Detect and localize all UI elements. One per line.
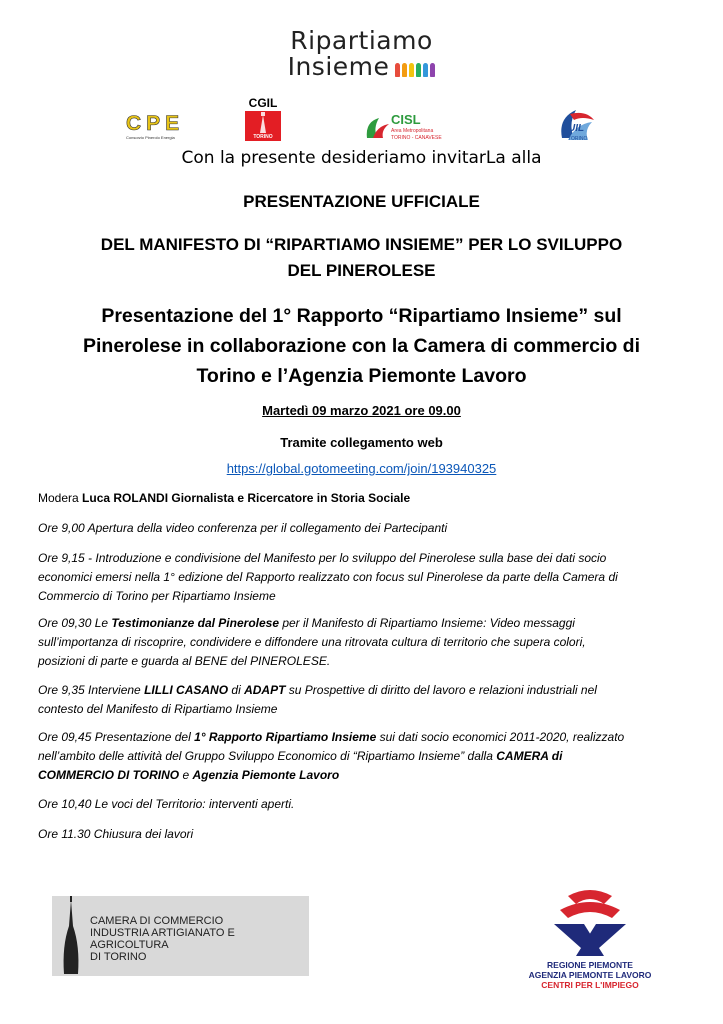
regione-line1: REGIONE PIEMONTE [547, 960, 633, 970]
web-label: Tramite collegamento web [280, 435, 443, 450]
program-item-3-line3: posizioni di parte e guarda al BENE del PINEROLESE. [38, 654, 331, 668]
cpe-letters: CPE [126, 112, 185, 135]
regione-line2: AGENZIA PIEMONTE LAVORO [528, 970, 652, 980]
meeting-link-anchor[interactable]: https://global.gotomeeting.com/join/193940325 [226, 461, 497, 476]
cgil-city: TORINO [253, 134, 273, 140]
program-item-1: Ore 9,00 Apertura della video conferenza per il collegamento dei Partecipanti [38, 521, 448, 535]
p5-l2-a: nell’ambito delle attività del Gruppo Sviluppo Economico di “Ripartiamo Insieme” dalla [38, 749, 497, 763]
p4-c: di [228, 683, 245, 697]
event-date: Martedì 09 marzo 2021 ore 09.00 [262, 403, 461, 418]
program-item-5 [38, 728, 698, 785]
heading-rapporto-line3: Torino e l’Agenzia Piemonte Lavoro [196, 365, 527, 387]
p5-l3-b: e [179, 768, 193, 782]
heading-manifesto-line1: DEL MANIFESTO DI “RIPARTIAMO INSIEME” PER LO SVILUPPO [100, 235, 623, 254]
cisl-sub1: Area Metropolitana [391, 128, 434, 134]
p5-c: sui dati socio economici 2011-2020, realizzato [376, 730, 625, 744]
p3-a: Ore 09,30 Le [38, 616, 112, 630]
p4-e: su Prospettive di diritto del lavoro e relazioni industriali nel [285, 683, 597, 697]
intro-text: Con la presente desideriamo invitarLa alla [181, 148, 542, 168]
program-item-2 [38, 549, 698, 606]
logo-text-line2: Insieme [287, 52, 390, 81]
p5-l3-c: Agenzia Piemonte Lavoro [192, 768, 340, 782]
moderator-name: Luca ROLANDI Giornalista e Ricercatore in Storia Sociale [82, 491, 411, 505]
regione-piemonte-logo [520, 884, 660, 1002]
regione-line3: CENTRI PER L'IMPIEGO [541, 980, 639, 990]
program-item-2-line2: economici emersi nella 1° edizione del Rapporto realizzato con focus sul Pinerolese da parte della Camera di [38, 570, 618, 584]
program-item-5-line3 [38, 766, 698, 785]
heading-manifesto-line2: DEL PINEROLESE [287, 261, 436, 280]
camera-line3: DI TORINO [90, 951, 147, 963]
cgil-logo [244, 97, 282, 144]
program-item-4 [38, 681, 698, 719]
p4-a: Ore 9,35 Interviene [38, 683, 145, 697]
cpe-subtitle: Consorzio Pinerolo Energia [126, 135, 175, 140]
heading-presentazione: PRESENTAZIONE UFFICIALE [243, 192, 480, 211]
program-item-4-line1 [38, 681, 698, 700]
program-item-2-line3: Commercio di Torino per Ripartiamo Insieme [38, 589, 276, 603]
cisl-sub2: TORINO - CANAVESE [391, 135, 442, 141]
cisl-logo [363, 110, 451, 146]
mole-silhouette-icon [54, 896, 88, 976]
regione-text [520, 960, 660, 990]
cpe-logo [126, 113, 189, 143]
moderator-prefix: Modera [38, 491, 83, 505]
uil-logo [556, 106, 598, 146]
program-item-7: Ore 11.30 Chiusura dei lavori [38, 827, 194, 841]
meeting-link [0, 461, 723, 476]
program-item-6: Ore 10,40 Le voci del Territorio: interventi aperti. [38, 797, 295, 811]
program-item-3-line2: sull’importanza di riscoprire, condividere e diffondere una ritrovata cultura di territorio che supera colori, [38, 635, 586, 649]
heading-manifesto [0, 232, 723, 284]
program-moderator [38, 489, 698, 508]
p5-a: Ore 09,45 Presentazione del [38, 730, 195, 744]
program-item-2-line1: Ore 9,15 - Introduzione e condivisione del Manifesto per lo sviluppo del Pinerolese sulla base dei dati socio [38, 551, 607, 565]
heading-rapporto [0, 301, 723, 391]
program-item-5-line1 [38, 728, 698, 747]
program-item-5-line2 [38, 747, 698, 766]
camera-commercio-logo [52, 896, 309, 976]
heading-rapporto-line2: Pinerolese in collaborazione con la Camera di commercio di [82, 335, 640, 357]
uil-name: UIL [568, 123, 585, 134]
camera-line1: CAMERA DI COMMERCIO [90, 915, 224, 927]
cisl-name: CISL [391, 112, 421, 127]
p3-b: Testimonianze dal Pinerolese [111, 616, 279, 630]
camera-line2: INDUSTRIA ARTIGIANATO E AGRICOLTURA [90, 927, 235, 951]
p4-b: LILLI CASANO [144, 683, 229, 697]
cgil-name: CGIL [248, 96, 278, 110]
p5-l2-b: CAMERA di [496, 749, 563, 763]
cisl-emblem-icon [363, 112, 393, 142]
program-item-3 [38, 614, 698, 671]
camera-text [90, 915, 309, 963]
regione-emblem-icon [520, 884, 660, 960]
people-figures-icon [395, 63, 435, 77]
program-item-3-line1 [38, 614, 698, 633]
p5-l3-a: COMMERCIO DI TORINO [38, 768, 180, 782]
p5-b: 1° Rapporto Ripartiamo Insieme [194, 730, 377, 744]
program-item-4-line2: contesto del Manifesto di Ripartiamo Insieme [38, 702, 278, 716]
logo-text-line2-wrap [288, 54, 436, 80]
heading-rapporto-line1: Presentazione del 1° Rapporto “Ripartiamo Insieme” sul [101, 305, 622, 327]
p3-c: per il Manifesto di Ripartiamo Insieme: Video messaggi [279, 616, 575, 630]
cgil-red-box [245, 111, 281, 141]
ripartiamo-insieme-logo [0, 28, 723, 80]
uil-city: TORINO [568, 136, 588, 142]
logo-text-line1: Ripartiamo [290, 26, 433, 55]
p4-d: ADAPT [244, 683, 286, 697]
